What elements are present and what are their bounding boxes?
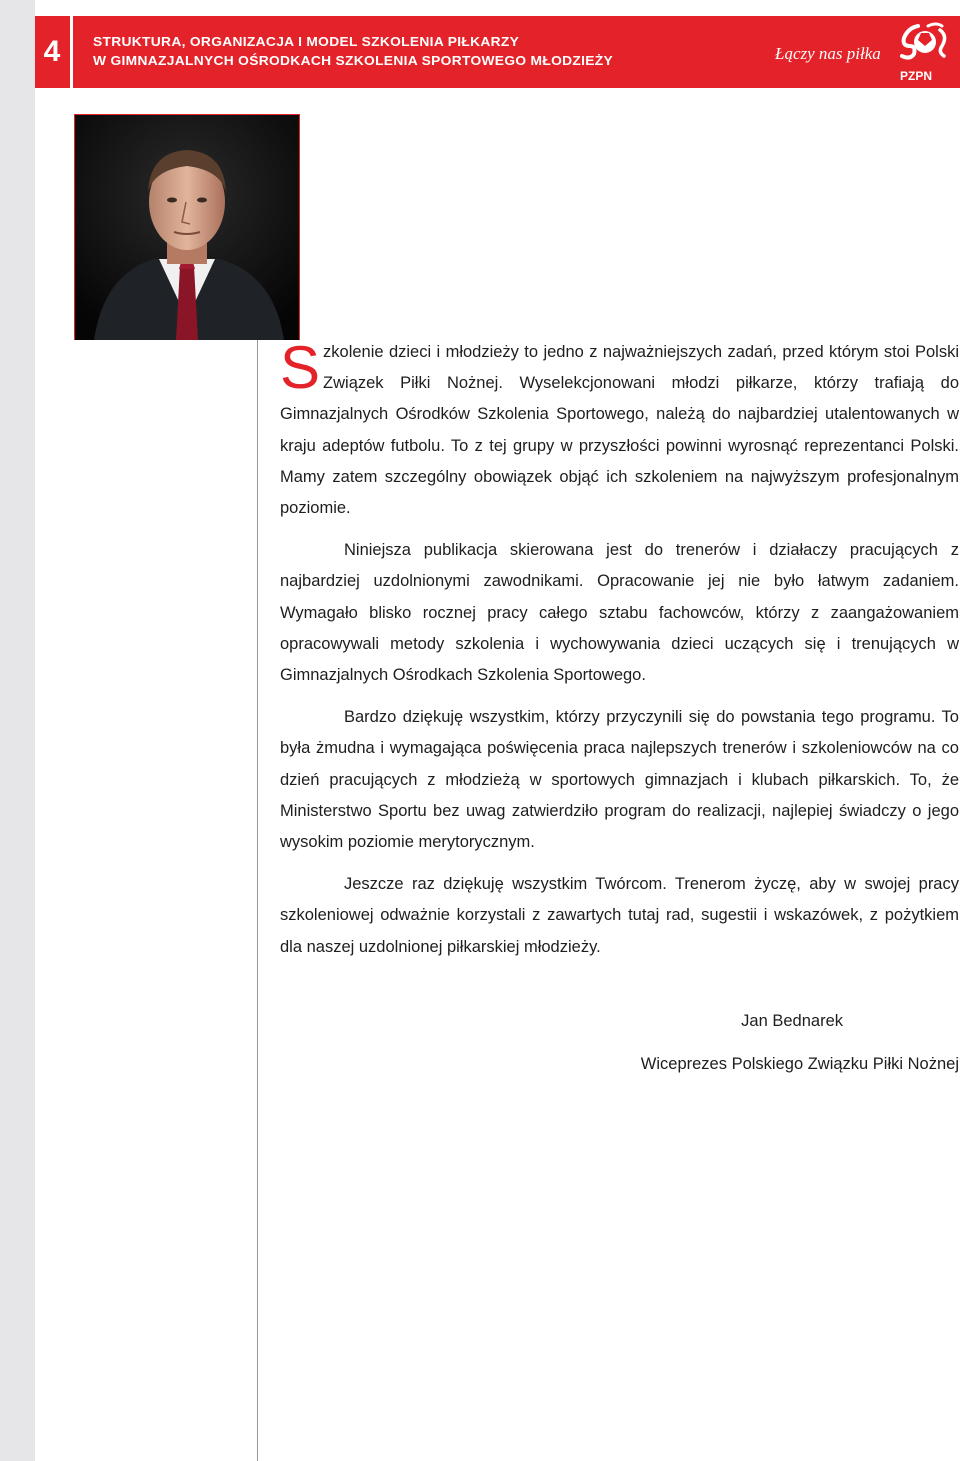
paragraph-2: Niniejsza publikacja skierowana jest do trenerów i działaczy pracujących z najbardziej uzdolnionymi zawodnikami. Opracowanie jej nie było łatwym zadaniem. Wymagało blisko rocznej pracy całego sztabu fachowców, którzy z zaangażowaniem opracowywali metody szkolenia i wychowywania dzieci uczących się i trenujących w Gimnazjalnych Ośrodkach Szkolenia Sportowego. (280, 541, 959, 685)
left-margin-strip (0, 0, 35, 1461)
paragraph-1-text: zkolenie dzieci i młodzieży to jedno z najważniejszych zadań, przed którym stoi Polski Związek Piłki Nożnej. Wyselekcjonowani młodzi piłkarze, którzy trafiają do Gimnazjalnych Ośrodków Szkolenia Sportowego, należą do najbardziej utalentowanych w kraju adeptów futbolu. To z tej grupy w przyszłości powinni wyrosnąć reprezentanci Polski. Mamy zatem szczególny obowiązek objąć ich szkoleniem na najwyższym profesjonalnym poziomie. (280, 343, 959, 518)
signature-title: Wiceprezes Polskiego Związku Piłki Nożnej (640, 1055, 959, 1073)
dropcap: S (280, 334, 321, 401)
signature-name: Jan Bednarek (741, 1012, 843, 1030)
vertical-rule (257, 340, 258, 1461)
pzpn-logo-icon (888, 16, 960, 88)
tagline: Łączy nas piłka (775, 44, 881, 63)
header-title (93, 32, 613, 70)
logo-text: PZPN (899, 69, 933, 83)
header-title-line2: W GIMNAZJALNYCH OŚRODKACH SZKOLENIA SPORTOWEGO MŁODZIEŻY (93, 53, 614, 68)
header-title-line1: STRUKTURA, ORGANIZACJA I MODEL SZKOLENIA PIŁKARZY (93, 34, 520, 49)
article-body (280, 334, 959, 974)
paragraph-1 (280, 334, 959, 524)
author-portrait (74, 114, 300, 340)
paragraph-4: Jeszcze raz dziękuję wszystkim Twórcom. Trenerom życzę, aby w swojej pracy szkoleniowej odważnie korzystali z zawartych tutaj rad, sugestii i wskazówek, z pożytkiem dla naszej uzdolnionej piłkarskiej młodzieży. (280, 875, 959, 956)
paragraph-3: Bardzo dziękuję wszystkim, którzy przyczynili się do powstania tego programu. To była żmudna i wymagająca poświęcenia praca najlepszych trenerów i szkoleniowców na co dzień pracujących z młodzieżą w sportowych gimnazjach i klubach piłkarskich. To, że Ministerstwo Sportu bez uwag zatwierdziło program do realizacji, najlepiej świadczy o jego wysokim poziomie merytorycznym. (280, 708, 959, 852)
header-separator (70, 16, 73, 88)
page-number: 4 (43, 35, 61, 68)
